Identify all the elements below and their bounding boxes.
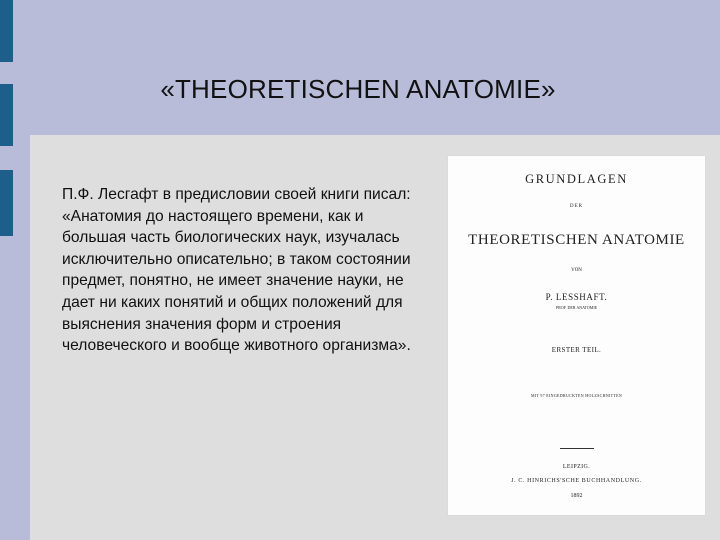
book-city: LEIPZIG. xyxy=(562,464,591,470)
book-divider xyxy=(560,448,594,449)
slide-title xyxy=(0,74,720,105)
accent-bar xyxy=(0,0,13,62)
book-author: P. LESSHAFT. xyxy=(545,292,608,302)
book-cover-image xyxy=(448,156,705,515)
body-text: П.Ф. Лесгафт в предисловии своей книги писал: «Анатомия до настоящего времени, как и большая часть биологических наук, изучалась исключительно описательно; в таком состоянии предмет, понятно, не имеет значение науки, не дает ни каких понятий и общих положений для выяснения значения форм и строения человеческого и вообще животного организма». xyxy=(62,186,411,355)
book-title-line2: DER xyxy=(570,204,583,209)
book-illustrations: MIT 97 EINGEDRUCKTEN HOLZSCHNITTEN xyxy=(530,393,623,398)
accent-bar xyxy=(0,170,13,236)
book-year: 1892 xyxy=(570,493,583,499)
book-title-line3: THEORETISCHEN ANATOMIE xyxy=(468,232,685,248)
book-title-line1: GRUNDLAGEN xyxy=(525,172,628,186)
book-von: VON xyxy=(571,268,582,273)
book-part: ERSTER TEIL. xyxy=(551,346,602,354)
slide-title-text: «THEORETISCHEN ANATOMIE» xyxy=(160,74,556,104)
book-author-subtitle: PROF. DER ANATOMIE xyxy=(555,305,598,310)
book-publisher: J. C. HINRICHS'SCHE BUCHHANDLUNG. xyxy=(511,478,642,484)
